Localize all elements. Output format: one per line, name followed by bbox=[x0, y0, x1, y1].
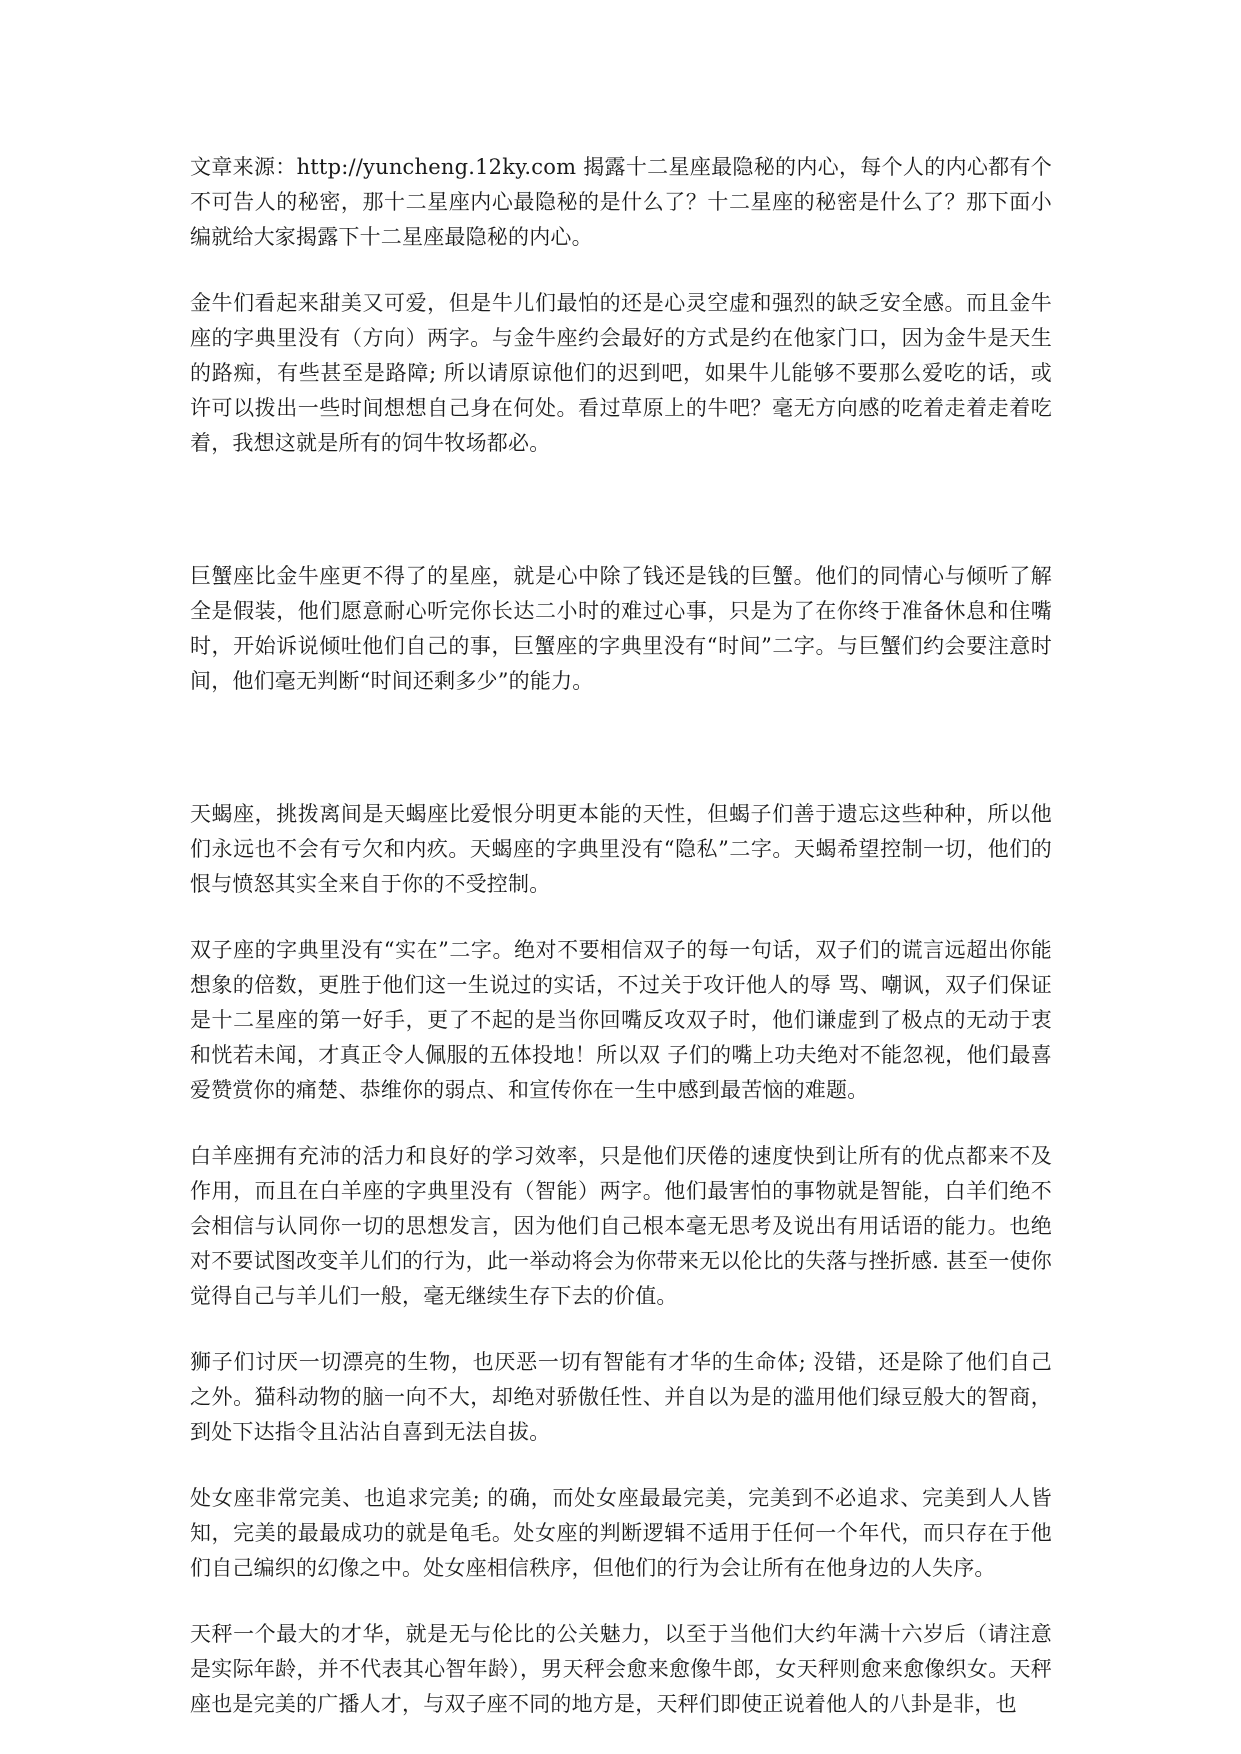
scorpio-paragraph: 天蝎座，挑拨离间是天蝎座比爱恨分明更本能的天性，但蝎子们善于遗忘这些种种，所以他们永远也不会有亏欠和内疚。天蝎座的字典里没有“隐私”二字。天蝎希望控制一切，他们的恨与愤怒其实全来自于你的不受控制。 bbox=[190, 802, 1052, 896]
document-page bbox=[190, 150, 1052, 1722]
gemini-paragraph: 双子座的字典里没有“实在”二字。绝对不要相信双子的每一句话，双子们的谎言远超出你能想象的倍数，更胜于他们这一生说过的实话，不过关于攻讦他人的辱 骂、嘲讽，双子们保证是十二星座的第一好手，更了不起的是当你回嘴反攻双子时，他们谦虚到了极点的无动于衷和恍若未闻，才真正令人佩服的五体投地！所以双 子们的嘴上功夫绝对不能忽视，他们最喜爱赞赏你的痛楚、恭维你的弱点、和宣传你在一生中感到最苦恼的难题。 bbox=[190, 938, 1052, 1102]
virgo-paragraph: 处女座非常完美、也追求完美; 的确，而处女座最最完美，完美到不必追求、完美到人人皆知，完美的最最成功的就是龟毛。处女座的判断逻辑不适用于任何一个年代，而只存在于他们自己编织的幻像之中。处女座相信秩序，但他们的行为会让所有在他身边的人失序。 bbox=[190, 1486, 1052, 1580]
cancer-paragraph: 巨蟹座比金牛座更不得了的星座，就是心中除了钱还是钱的巨蟹。他们的同情心与倾听了解全是假装，他们愿意耐心听完你长达二小时的难过心事，只是为了在你终于准备休息和住嘴时，开始诉说倾吐他们自己的事，巨蟹座的字典里没有“时间”二字。与巨蟹们约会要注意时间，他们毫无判断“时间还剩多少”的能力。 bbox=[190, 564, 1052, 693]
intro-paragraph: 文章来源：http://yuncheng.12ky.com 揭露十二星座最隐秘的内心，每个人的内心都有个不可告人的秘密，那十二星座内心最隐秘的是什么了？十二星座的秘密是什么了？那下面小编就给大家揭露下十二星座最隐秘的内心。 bbox=[190, 155, 1052, 249]
taurus-paragraph: 金牛们看起来甜美又可爱，但是牛儿们最怕的还是心灵空虚和强烈的缺乏安全感。而且金牛座的字典里没有（方向）两字。与金牛座约会最好的方式是约在他家门口，因为金牛是天生的路痴，有些甚至是路障; 所以请原谅他们的迟到吧，如果牛儿能够不要那么爱吃的话，或许可以拨出一些时间想想自己身在何处。看过草原上的牛吧？毫无方向感的吃着走着走着吃着，我想这就是所有的饲牛牧场都必。 bbox=[190, 291, 1052, 455]
libra-paragraph: 天秤一个最大的才华，就是无与伦比的公关魅力，以至于当他们大约年满十六岁后（请注意是实际年龄，并不代表其心智年龄），男天秤会愈来愈像牛郎，女天秤则愈来愈像织女。天秤座也是完美的广播人才，与双子座不同的地方是，天秤们即使正说着他人的八卦是非，也 bbox=[190, 1622, 1052, 1716]
aries-paragraph: 白羊座拥有充沛的活力和良好的学习效率，只是他们厌倦的速度快到让所有的优点都来不及作用，而且在白羊座的字典里没有（智能）两字。他们最害怕的事物就是智能，白羊们绝不会相信与认同你一切的思想发言，因为他们自己根本毫无思考及说出有用话语的能力。也绝对不要试图改变羊儿们的行为，此一举动将会为你带来无以伦比的失落与挫折感. 甚至一使你觉得自己与羊儿们一般，毫无继续生存下去的价值。 bbox=[190, 1144, 1052, 1308]
leo-paragraph: 狮子们讨厌一切漂亮的生物，也厌恶一切有智能有才华的生命体; 没错，还是除了他们自己之外。猫科动物的脑一向不大，却绝对骄傲任性、并自以为是的滥用他们绿豆般大的智商，到处下达指令且沾沾自喜到无法自拔。 bbox=[190, 1350, 1052, 1444]
